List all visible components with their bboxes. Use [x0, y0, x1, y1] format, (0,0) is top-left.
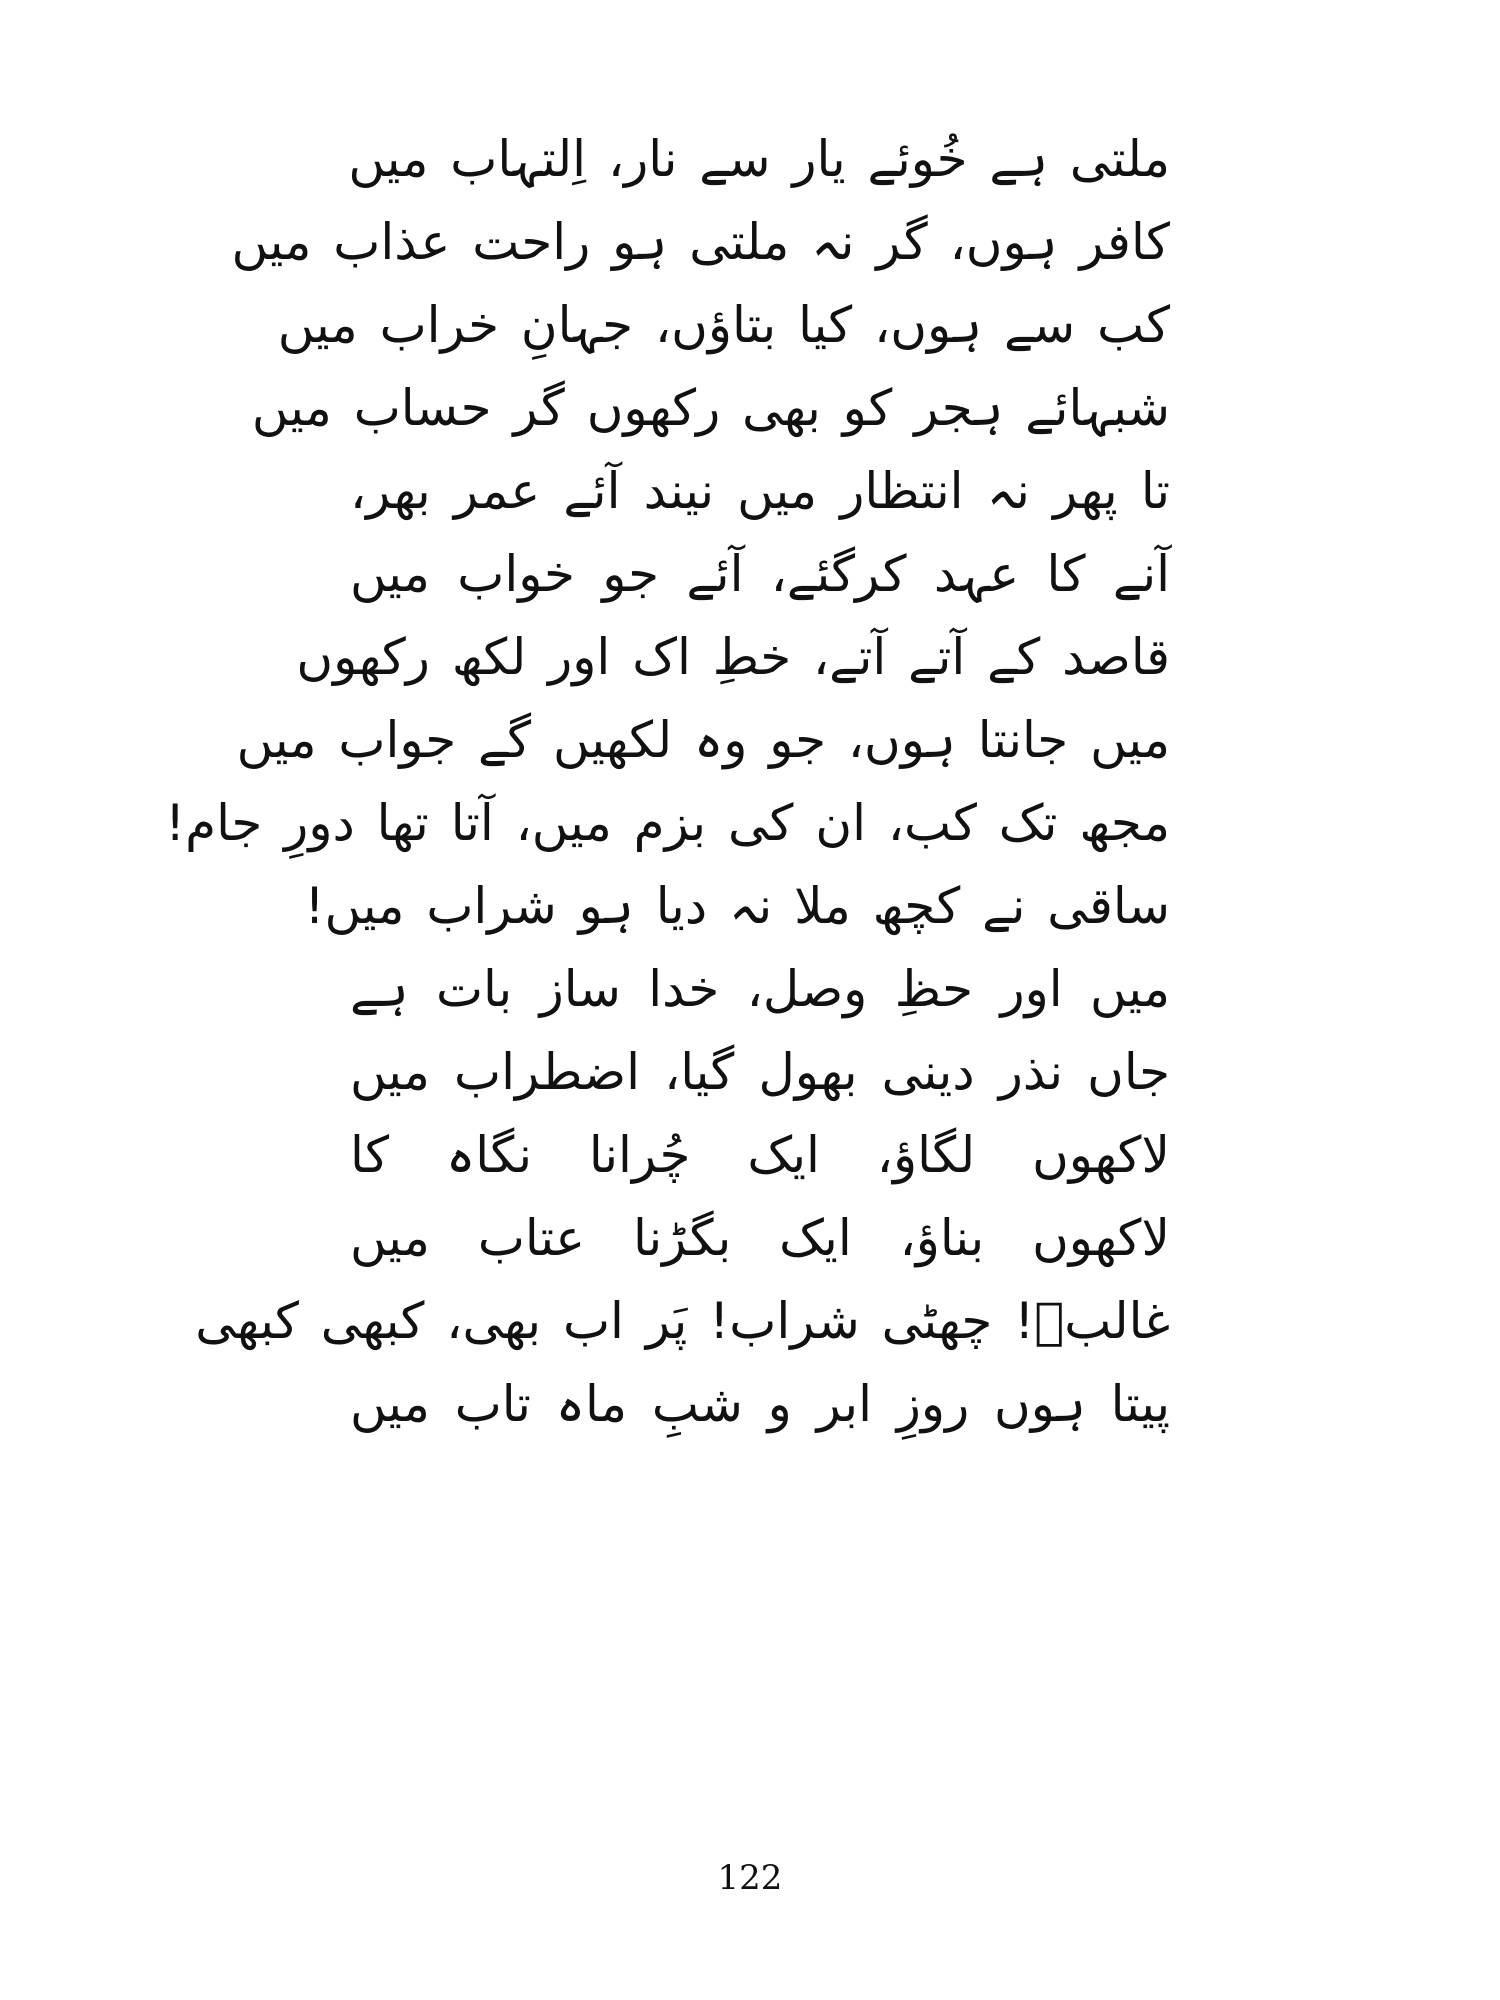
verse-line: مجھ تک کب، ان کی بزم میں، آتا تھا دورِ جام!	[165, 794, 1170, 852]
verse-line: کافر ہوں، گر نہ ملتی ہو راحت عذاب میں	[231, 213, 1170, 271]
verse-line: ملتی ہے خُوئے یار سے نار، اِلتہاب میں	[348, 130, 1170, 188]
verse-line: تا پھر نہ انتظار میں نیند آئے عمر بھر،	[350, 462, 1170, 520]
verse-line: لاکھوں لگاؤ، ایک چُرانا نگاہ کا	[350, 1126, 1170, 1184]
verse-line: ساقی نے کچھ ملا نہ دیا ہو شراب میں!	[304, 877, 1170, 935]
verse-line: لاکھوں بناؤ، ایک بگڑنا عتاب میں	[350, 1209, 1170, 1267]
verse-line: جاں نذر دینی بھول گیا، اضطراب میں	[350, 1043, 1170, 1101]
page-number: 122	[717, 1858, 783, 1898]
verse-line: کب سے ہوں، کیا بتاؤں، جہانِ خراب میں	[277, 296, 1170, 354]
verse-line: غالبؔ! چھٹی شراب! پَر اب بھی، کبھی کبھی	[195, 1292, 1170, 1350]
verse-line: پیتا ہوں روزِ ابر و شبِ ماہ تاب میں	[350, 1375, 1170, 1433]
verse-line: آنے کا عہد کرگئے، آئے جو خواب میں	[350, 545, 1170, 603]
verse-line: قاصد کے آتے آتے، خطِ اک اور لکھ رکھوں	[296, 628, 1170, 686]
verse-line: شبہائے ہجر کو بھی رکھوں گر حساب میں	[251, 379, 1170, 437]
verse-line: میں اور حظِ وصل، خدا ساز بات ہے	[350, 960, 1170, 1018]
ghazal-text	[165, 118, 1170, 1446]
verse-line: میں جانتا ہوں، جو وہ لکھیں گے جواب میں	[236, 711, 1170, 769]
